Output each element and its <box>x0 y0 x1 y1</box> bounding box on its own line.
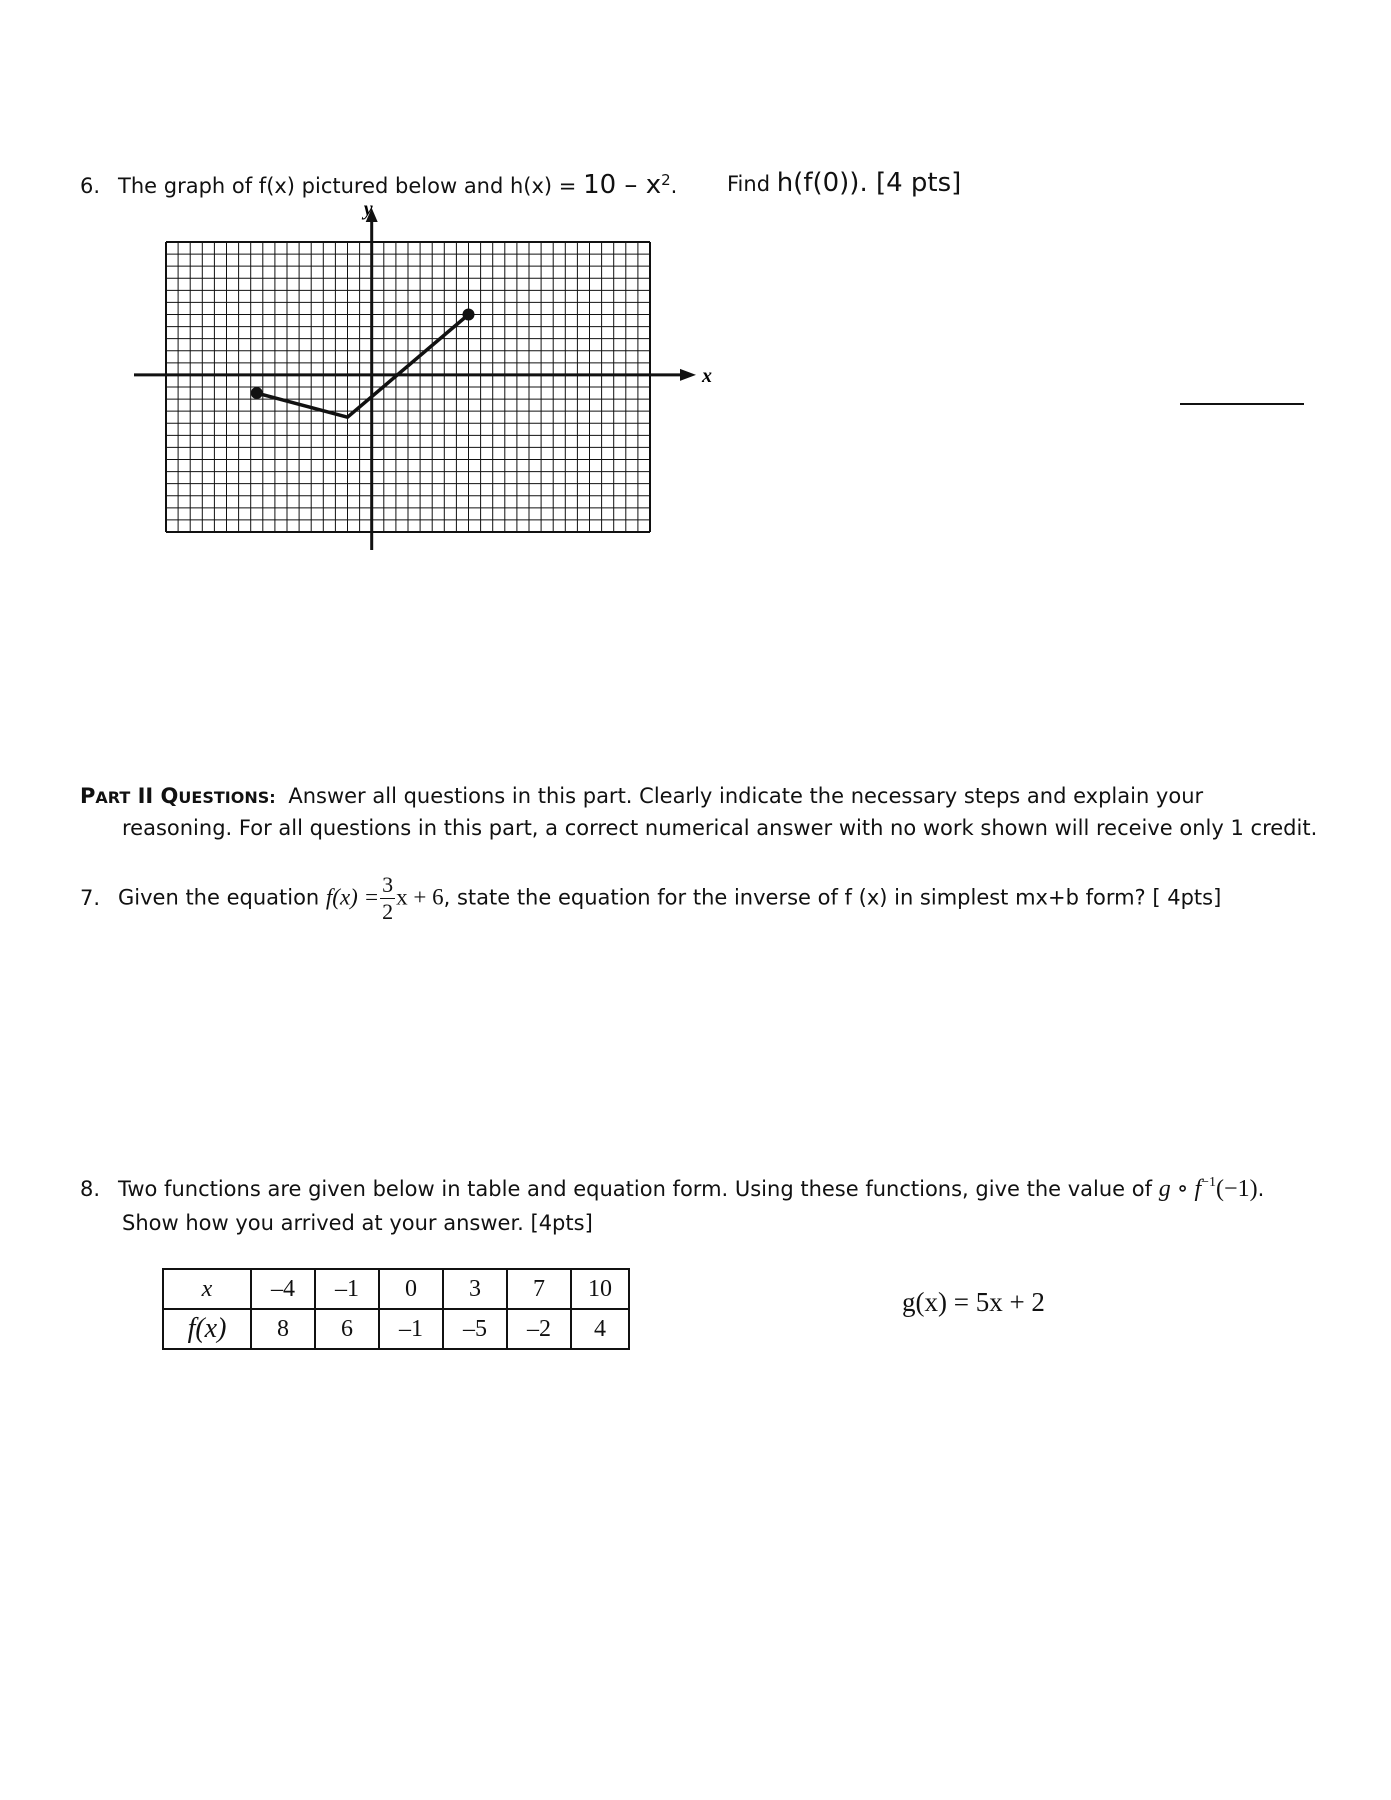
exponent: 2 <box>661 171 671 189</box>
part-label-questions: UESTIONS: <box>178 788 276 807</box>
part-label-ii: II Q <box>130 784 179 808</box>
table-row <box>163 1309 629 1349</box>
question-8-line-2: Show how you arrived at your answer. [4pts] <box>122 1211 593 1235</box>
inverse-exponent: −1 <box>1201 1175 1217 1190</box>
x-axis-label: x <box>702 364 712 387</box>
question-text: The graph of f(x) pictured below and h(x) = <box>118 174 584 198</box>
question-number: 6. <box>80 174 101 198</box>
table-cell: –5 <box>443 1309 507 1349</box>
find-expression: h(f(0)). [4 pts] <box>776 168 962 198</box>
function-rest: x + 6 <box>396 884 444 910</box>
h-expression: 10 – x <box>583 170 662 200</box>
table-cell: f(x) <box>163 1309 251 1349</box>
part-ii-instructions-1: Answer all questions in this part. Clearly indicate the necessary steps and explain your <box>288 784 1204 808</box>
table-cell: x <box>163 1269 251 1309</box>
answer-line[interactable] <box>1180 403 1304 405</box>
table-cell: 4 <box>571 1309 629 1349</box>
table-cell: –2 <box>507 1309 571 1349</box>
table-cell: 8 <box>251 1309 315 1349</box>
question-text: Two functions are given below in table and equation form. Using these functions, give the value of <box>118 1177 1159 1201</box>
question-text: Given the equation <box>118 885 326 910</box>
x-axis-arrow <box>680 369 696 381</box>
table-cell: –1 <box>379 1309 443 1349</box>
table-cell: 3 <box>443 1269 507 1309</box>
endpoint-dot <box>463 309 475 321</box>
table-cell: 0 <box>379 1269 443 1309</box>
composition: g ∘ f <box>1158 1176 1202 1202</box>
table-cell: 10 <box>571 1269 629 1309</box>
part-ii-heading <box>80 784 1203 808</box>
function-line <box>257 315 469 418</box>
endpoint-dot <box>251 387 263 399</box>
table-cell: 7 <box>507 1269 571 1309</box>
find-label: Find <box>727 172 777 196</box>
question-number: 8. <box>80 1177 101 1201</box>
question-number: 7. <box>80 885 101 910</box>
table-cell: 6 <box>315 1309 379 1349</box>
part-label-art: ART <box>95 788 131 807</box>
function-table <box>162 1268 630 1350</box>
question-8 <box>80 1174 1264 1203</box>
y-axis-label: y <box>363 200 373 220</box>
argument: (−1) <box>1216 1176 1258 1202</box>
fraction <box>380 872 395 925</box>
part-ii-instructions-2: reasoning. For all questions in this part, a correct numerical answer with no work shown will receive only 1 credit. <box>122 816 1318 840</box>
table-cell: –4 <box>251 1269 315 1309</box>
question-6 <box>80 170 677 200</box>
function-f: f(x) = <box>325 884 380 910</box>
g-equation: g(x) = 5x + 2 <box>902 1287 1045 1317</box>
table-cell: –1 <box>315 1269 379 1309</box>
period: . <box>1257 1177 1265 1201</box>
question-7 <box>80 872 1221 925</box>
function-graph <box>120 200 720 560</box>
period: . <box>670 174 678 198</box>
table-row <box>163 1269 629 1309</box>
find-instruction <box>727 168 961 198</box>
part-label-p: P <box>80 784 96 808</box>
question-text-2: , state the equation for the inverse of f (x) in simplest mx+b form? [ 4pts] <box>443 885 1222 910</box>
denominator: 2 <box>382 899 394 924</box>
numerator: 3 <box>382 872 394 897</box>
